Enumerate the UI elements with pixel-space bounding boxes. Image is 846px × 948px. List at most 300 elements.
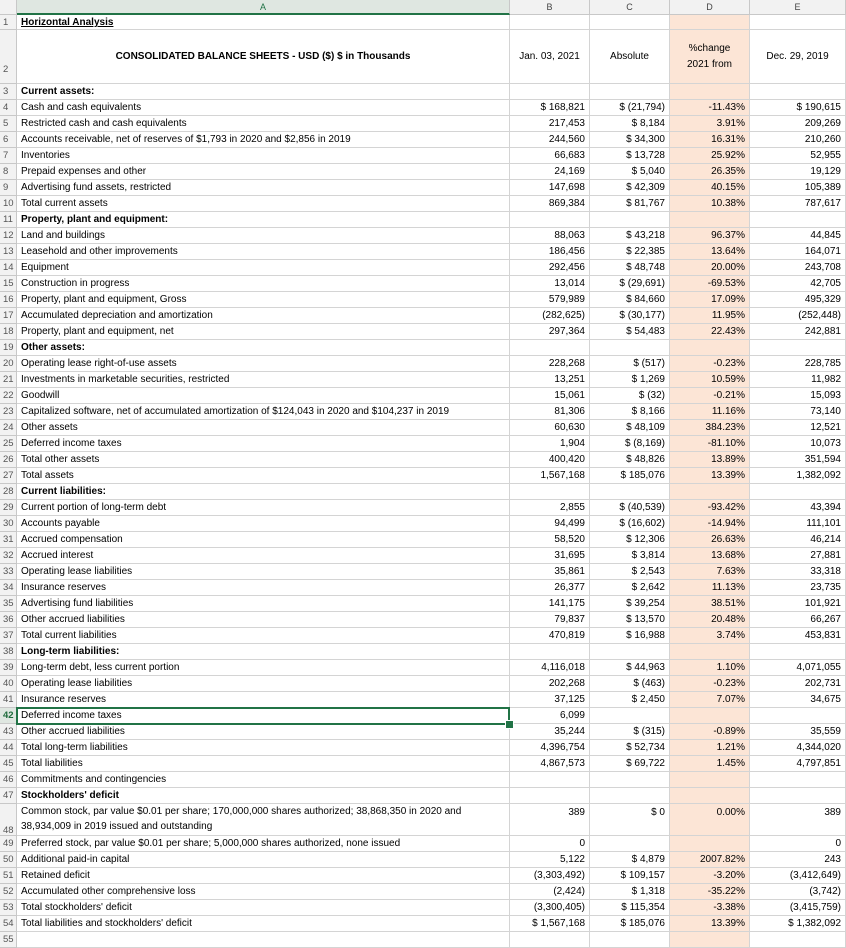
value-percent-change[interactable]: 11.13% bbox=[670, 580, 750, 596]
row-label[interactable]: Long-term debt, less current portion bbox=[17, 660, 510, 676]
value-absolute-change[interactable]: $ 48,109 bbox=[590, 420, 670, 436]
value-absolute-change[interactable]: $ 12,306 bbox=[590, 532, 670, 548]
row-number[interactable]: 29 bbox=[0, 500, 17, 516]
value-jan-2021[interactable]: 4,396,754 bbox=[510, 740, 590, 756]
value-dec-2019[interactable]: 10,073 bbox=[750, 436, 846, 452]
value-dec-2019[interactable]: 351,594 bbox=[750, 452, 846, 468]
value-absolute-change[interactable]: $ 13,570 bbox=[590, 612, 670, 628]
value-jan-2021[interactable]: 4,867,573 bbox=[510, 756, 590, 772]
value-dec-2019[interactable]: 4,797,851 bbox=[750, 756, 846, 772]
value-jan-2021[interactable]: (3,300,405) bbox=[510, 900, 590, 916]
row-number[interactable]: 19 bbox=[0, 340, 17, 356]
value-percent-change[interactable] bbox=[670, 84, 750, 100]
value-jan-2021[interactable]: 13,251 bbox=[510, 372, 590, 388]
value-dec-2019[interactable]: 35,559 bbox=[750, 724, 846, 740]
value-percent-change[interactable]: 13.89% bbox=[670, 452, 750, 468]
value-absolute-change[interactable]: $ 54,483 bbox=[590, 324, 670, 340]
value-percent-change[interactable]: -0.89% bbox=[670, 724, 750, 740]
value-dec-2019[interactable]: 210,260 bbox=[750, 132, 846, 148]
row-number[interactable]: 16 bbox=[0, 292, 17, 308]
value-dec-2019[interactable]: 164,071 bbox=[750, 244, 846, 260]
value-jan-2021[interactable]: $ 168,821 bbox=[510, 100, 590, 116]
value-percent-change[interactable] bbox=[670, 932, 750, 948]
row-label[interactable]: Operating lease right-of-use assets bbox=[17, 356, 510, 372]
value-dec-2019[interactable]: $ 1,382,092 bbox=[750, 916, 846, 932]
row-number[interactable]: 15 bbox=[0, 276, 17, 292]
value-absolute-change[interactable]: $ 2,450 bbox=[590, 692, 670, 708]
row-label[interactable]: Operating lease liabilities bbox=[17, 676, 510, 692]
row-number[interactable]: 8 bbox=[0, 164, 17, 180]
row-label[interactable]: Investments in marketable securities, restricted bbox=[17, 372, 510, 388]
value-dec-2019[interactable]: 73,140 bbox=[750, 404, 846, 420]
row-label[interactable]: Restricted cash and cash equivalents bbox=[17, 116, 510, 132]
value-absolute-change[interactable]: $ 39,254 bbox=[590, 596, 670, 612]
row-label[interactable]: Accumulated other comprehensive loss bbox=[17, 884, 510, 900]
value-dec-2019[interactable]: 42,705 bbox=[750, 276, 846, 292]
row-number[interactable]: 48 bbox=[0, 804, 17, 836]
value-absolute-change[interactable]: $ 2,543 bbox=[590, 564, 670, 580]
value-percent-change[interactable] bbox=[670, 788, 750, 804]
row-number[interactable]: 2 bbox=[0, 30, 17, 84]
value-jan-2021[interactable]: $ 1,567,168 bbox=[510, 916, 590, 932]
row-label[interactable]: Total long-term liabilities bbox=[17, 740, 510, 756]
row-number[interactable]: 31 bbox=[0, 532, 17, 548]
value-dec-2019[interactable]: 23,735 bbox=[750, 580, 846, 596]
row-number[interactable]: 36 bbox=[0, 612, 17, 628]
row-number[interactable]: 17 bbox=[0, 308, 17, 324]
row-number[interactable]: 20 bbox=[0, 356, 17, 372]
value-jan-2021[interactable]: 24,169 bbox=[510, 164, 590, 180]
row-label[interactable]: Other assets: bbox=[17, 340, 510, 356]
value-dec-2019[interactable]: 19,129 bbox=[750, 164, 846, 180]
value-percent-change[interactable]: -93.42% bbox=[670, 500, 750, 516]
row-label[interactable]: Accounts payable bbox=[17, 516, 510, 532]
row-label[interactable]: Current assets: bbox=[17, 84, 510, 100]
row-number[interactable]: 9 bbox=[0, 180, 17, 196]
row-number[interactable]: 53 bbox=[0, 900, 17, 916]
row-label[interactable]: Other assets bbox=[17, 420, 510, 436]
value-dec-2019[interactable]: 209,269 bbox=[750, 116, 846, 132]
value-dec-2019[interactable]: (3,415,759) bbox=[750, 900, 846, 916]
value-dec-2019[interactable]: 11,982 bbox=[750, 372, 846, 388]
value-jan-2021[interactable] bbox=[510, 788, 590, 804]
value-jan-2021[interactable]: 217,453 bbox=[510, 116, 590, 132]
value-dec-2019[interactable]: (3,412,649) bbox=[750, 868, 846, 884]
value-jan-2021[interactable] bbox=[510, 932, 590, 948]
row-number[interactable]: 5 bbox=[0, 116, 17, 132]
cell[interactable] bbox=[670, 15, 750, 30]
cell[interactable] bbox=[590, 15, 670, 30]
row-label[interactable]: Other accrued liabilities bbox=[17, 612, 510, 628]
value-percent-change[interactable]: 96.37% bbox=[670, 228, 750, 244]
value-percent-change[interactable] bbox=[670, 772, 750, 788]
value-jan-2021[interactable] bbox=[510, 340, 590, 356]
value-absolute-change[interactable]: $ 109,157 bbox=[590, 868, 670, 884]
row-number[interactable]: 28 bbox=[0, 484, 17, 500]
value-absolute-change[interactable] bbox=[590, 932, 670, 948]
value-jan-2021[interactable]: 5,122 bbox=[510, 852, 590, 868]
value-jan-2021[interactable]: 35,861 bbox=[510, 564, 590, 580]
value-absolute-change[interactable]: $ 22,385 bbox=[590, 244, 670, 260]
value-dec-2019[interactable]: 111,101 bbox=[750, 516, 846, 532]
value-dec-2019[interactable]: 52,955 bbox=[750, 148, 846, 164]
value-absolute-change[interactable]: $ 8,166 bbox=[590, 404, 670, 420]
value-dec-2019[interactable]: 1,382,092 bbox=[750, 468, 846, 484]
value-percent-change[interactable]: 7.07% bbox=[670, 692, 750, 708]
value-dec-2019[interactable]: 243 bbox=[750, 852, 846, 868]
value-percent-change[interactable]: 13.68% bbox=[670, 548, 750, 564]
value-absolute-change[interactable]: $ 13,728 bbox=[590, 148, 670, 164]
value-dec-2019[interactable]: 389 bbox=[750, 804, 846, 836]
row-number[interactable]: 32 bbox=[0, 548, 17, 564]
value-dec-2019[interactable]: 787,617 bbox=[750, 196, 846, 212]
value-percent-change[interactable]: -0.23% bbox=[670, 356, 750, 372]
row-label[interactable]: Retained deficit bbox=[17, 868, 510, 884]
value-absolute-change[interactable]: $ 44,963 bbox=[590, 660, 670, 676]
column-header-a[interactable]: A bbox=[17, 0, 510, 15]
value-dec-2019[interactable]: 33,318 bbox=[750, 564, 846, 580]
value-absolute-change[interactable]: $ 52,734 bbox=[590, 740, 670, 756]
row-number[interactable]: 24 bbox=[0, 420, 17, 436]
row-label[interactable]: Stockholders' deficit bbox=[17, 788, 510, 804]
row-number[interactable]: 38 bbox=[0, 644, 17, 660]
value-percent-change[interactable]: 17.09% bbox=[670, 292, 750, 308]
row-number[interactable]: 7 bbox=[0, 148, 17, 164]
value-absolute-change[interactable] bbox=[590, 708, 670, 724]
value-jan-2021[interactable]: 400,420 bbox=[510, 452, 590, 468]
value-dec-2019[interactable] bbox=[750, 340, 846, 356]
row-number[interactable]: 18 bbox=[0, 324, 17, 340]
value-percent-change[interactable]: 11.16% bbox=[670, 404, 750, 420]
value-dec-2019[interactable]: 66,267 bbox=[750, 612, 846, 628]
value-percent-change[interactable]: 10.59% bbox=[670, 372, 750, 388]
row-label[interactable]: Total liabilities and stockholders' deficit bbox=[17, 916, 510, 932]
row-label[interactable]: Accrued compensation bbox=[17, 532, 510, 548]
value-dec-2019[interactable]: 453,831 bbox=[750, 628, 846, 644]
value-dec-2019[interactable] bbox=[750, 84, 846, 100]
value-jan-2021[interactable]: 58,520 bbox=[510, 532, 590, 548]
row-number[interactable]: 34 bbox=[0, 580, 17, 596]
row-label[interactable]: Total current liabilities bbox=[17, 628, 510, 644]
row-number[interactable]: 26 bbox=[0, 452, 17, 468]
row-number[interactable]: 33 bbox=[0, 564, 17, 580]
value-absolute-change[interactable]: $ 115,354 bbox=[590, 900, 670, 916]
value-jan-2021[interactable]: 4,116,018 bbox=[510, 660, 590, 676]
value-percent-change[interactable]: 3.74% bbox=[670, 628, 750, 644]
value-absolute-change[interactable]: $ 1,269 bbox=[590, 372, 670, 388]
value-percent-change[interactable]: -0.21% bbox=[670, 388, 750, 404]
value-dec-2019[interactable] bbox=[750, 772, 846, 788]
value-dec-2019[interactable]: (252,448) bbox=[750, 308, 846, 324]
value-percent-change[interactable]: -35.22% bbox=[670, 884, 750, 900]
row-label[interactable]: Total other assets bbox=[17, 452, 510, 468]
row-label[interactable]: Property, plant and equipment, Gross bbox=[17, 292, 510, 308]
value-absolute-change[interactable]: $ 69,722 bbox=[590, 756, 670, 772]
value-dec-2019[interactable]: 27,881 bbox=[750, 548, 846, 564]
value-absolute-change[interactable]: $ (30,177) bbox=[590, 308, 670, 324]
row-number[interactable]: 22 bbox=[0, 388, 17, 404]
value-absolute-change[interactable]: $ 1,318 bbox=[590, 884, 670, 900]
value-jan-2021[interactable]: (2,424) bbox=[510, 884, 590, 900]
value-absolute-change[interactable]: $ 48,826 bbox=[590, 452, 670, 468]
row-number[interactable]: 41 bbox=[0, 692, 17, 708]
value-jan-2021[interactable]: 389 bbox=[510, 804, 590, 836]
value-percent-change[interactable]: -14.94% bbox=[670, 516, 750, 532]
row-label[interactable]: Property, plant and equipment: bbox=[17, 212, 510, 228]
row-label[interactable]: Deferred income taxes bbox=[17, 436, 510, 452]
row-number[interactable]: 6 bbox=[0, 132, 17, 148]
value-absolute-change[interactable]: $ (21,794) bbox=[590, 100, 670, 116]
row-label[interactable]: Inventories bbox=[17, 148, 510, 164]
value-jan-2021[interactable]: 147,698 bbox=[510, 180, 590, 196]
value-dec-2019[interactable] bbox=[750, 484, 846, 500]
value-percent-change[interactable]: 13.39% bbox=[670, 916, 750, 932]
value-percent-change[interactable] bbox=[670, 340, 750, 356]
row-label[interactable] bbox=[17, 932, 510, 948]
cell[interactable] bbox=[750, 15, 846, 30]
value-dec-2019[interactable]: 46,214 bbox=[750, 532, 846, 548]
value-absolute-change[interactable]: $ 81,767 bbox=[590, 196, 670, 212]
column-title-d[interactable] bbox=[670, 30, 750, 84]
value-jan-2021[interactable]: 579,989 bbox=[510, 292, 590, 308]
value-percent-change[interactable]: 13.64% bbox=[670, 244, 750, 260]
row-number[interactable]: 40 bbox=[0, 676, 17, 692]
sheet-title[interactable]: Horizontal Analysis bbox=[17, 15, 510, 30]
row-label[interactable]: Leasehold and other improvements bbox=[17, 244, 510, 260]
value-absolute-change[interactable]: $ 8,184 bbox=[590, 116, 670, 132]
row-label[interactable]: Total assets bbox=[17, 468, 510, 484]
row-label[interactable]: Insurance reserves bbox=[17, 692, 510, 708]
value-absolute-change[interactable]: $ 48,748 bbox=[590, 260, 670, 276]
row-number[interactable]: 27 bbox=[0, 468, 17, 484]
value-absolute-change[interactable]: $ (32) bbox=[590, 388, 670, 404]
column-title-a[interactable]: CONSOLIDATED BALANCE SHEETS - USD ($) $ in Thousands bbox=[17, 30, 510, 84]
value-percent-change[interactable]: 40.15% bbox=[670, 180, 750, 196]
row-label[interactable]: Common stock, par value $0.01 per share; 170,000,000 shares authorized; 38,868,350 in 2020 and 38,934,009 in 2019 issued and outstanding bbox=[17, 804, 510, 836]
fill-handle[interactable] bbox=[505, 720, 514, 729]
value-jan-2021[interactable]: 6,099 bbox=[510, 708, 590, 724]
value-absolute-change[interactable] bbox=[590, 788, 670, 804]
value-percent-change[interactable]: 1.10% bbox=[670, 660, 750, 676]
row-number[interactable]: 51 bbox=[0, 868, 17, 884]
value-jan-2021[interactable]: 141,175 bbox=[510, 596, 590, 612]
value-absolute-change[interactable]: $ 185,076 bbox=[590, 468, 670, 484]
row-label[interactable]: Current portion of long-term debt bbox=[17, 500, 510, 516]
row-number[interactable]: 12 bbox=[0, 228, 17, 244]
row-label[interactable]: Additional paid-in capital bbox=[17, 852, 510, 868]
row-label[interactable]: Goodwill bbox=[17, 388, 510, 404]
row-number[interactable]: 44 bbox=[0, 740, 17, 756]
row-label[interactable]: Insurance reserves bbox=[17, 580, 510, 596]
value-percent-change[interactable]: 384.23% bbox=[670, 420, 750, 436]
value-dec-2019[interactable] bbox=[750, 212, 846, 228]
cell[interactable] bbox=[510, 15, 590, 30]
value-absolute-change[interactable]: $ 185,076 bbox=[590, 916, 670, 932]
value-percent-change[interactable]: 20.48% bbox=[670, 612, 750, 628]
row-number[interactable]: 1 bbox=[0, 15, 17, 30]
value-percent-change[interactable]: -3.20% bbox=[670, 868, 750, 884]
value-percent-change[interactable]: -11.43% bbox=[670, 100, 750, 116]
value-jan-2021[interactable]: 297,364 bbox=[510, 324, 590, 340]
value-jan-2021[interactable]: 0 bbox=[510, 836, 590, 852]
value-percent-change[interactable]: 2007.82% bbox=[670, 852, 750, 868]
value-jan-2021[interactable]: 1,904 bbox=[510, 436, 590, 452]
value-absolute-change[interactable] bbox=[590, 484, 670, 500]
row-label[interactable]: Equipment bbox=[17, 260, 510, 276]
value-percent-change[interactable]: -0.23% bbox=[670, 676, 750, 692]
row-number[interactable]: 49 bbox=[0, 836, 17, 852]
value-percent-change[interactable]: 1.21% bbox=[670, 740, 750, 756]
column-title-c[interactable]: Absolute bbox=[590, 30, 670, 84]
value-jan-2021[interactable]: 88,063 bbox=[510, 228, 590, 244]
row-label[interactable]: Cash and cash equivalents bbox=[17, 100, 510, 116]
row-number[interactable]: 42 bbox=[0, 708, 17, 724]
value-percent-change[interactable]: 1.45% bbox=[670, 756, 750, 772]
value-jan-2021[interactable] bbox=[510, 772, 590, 788]
value-jan-2021[interactable]: 35,244 bbox=[510, 724, 590, 740]
value-jan-2021[interactable] bbox=[510, 212, 590, 228]
row-label[interactable]: Current liabilities: bbox=[17, 484, 510, 500]
row-label[interactable]: Commitments and contingencies bbox=[17, 772, 510, 788]
row-number[interactable]: 45 bbox=[0, 756, 17, 772]
value-dec-2019[interactable]: 101,921 bbox=[750, 596, 846, 612]
value-percent-change[interactable]: 0.00% bbox=[670, 804, 750, 836]
row-label[interactable]: Accumulated depreciation and amortization bbox=[17, 308, 510, 324]
row-number[interactable]: 50 bbox=[0, 852, 17, 868]
row-number[interactable]: 35 bbox=[0, 596, 17, 612]
value-percent-change[interactable]: 38.51% bbox=[670, 596, 750, 612]
value-dec-2019[interactable]: 243,708 bbox=[750, 260, 846, 276]
value-jan-2021[interactable] bbox=[510, 644, 590, 660]
value-jan-2021[interactable]: 79,837 bbox=[510, 612, 590, 628]
value-jan-2021[interactable]: 60,630 bbox=[510, 420, 590, 436]
value-percent-change[interactable]: 26.35% bbox=[670, 164, 750, 180]
value-absolute-change[interactable] bbox=[590, 836, 670, 852]
value-percent-change[interactable] bbox=[670, 644, 750, 660]
value-percent-change[interactable]: 7.63% bbox=[670, 564, 750, 580]
value-percent-change[interactable] bbox=[670, 708, 750, 724]
row-number[interactable]: 13 bbox=[0, 244, 17, 260]
row-number[interactable]: 54 bbox=[0, 916, 17, 932]
column-title-e[interactable]: Dec. 29, 2019 bbox=[750, 30, 846, 84]
row-label[interactable]: Preferred stock, par value $0.01 per share; 5,000,000 shares authorized, none issued bbox=[17, 836, 510, 852]
value-dec-2019[interactable]: 34,675 bbox=[750, 692, 846, 708]
row-number[interactable]: 52 bbox=[0, 884, 17, 900]
row-number[interactable]: 4 bbox=[0, 100, 17, 116]
value-absolute-change[interactable] bbox=[590, 340, 670, 356]
value-dec-2019[interactable]: 242,881 bbox=[750, 324, 846, 340]
value-percent-change[interactable]: 20.00% bbox=[670, 260, 750, 276]
value-jan-2021[interactable]: 186,456 bbox=[510, 244, 590, 260]
value-dec-2019[interactable] bbox=[750, 932, 846, 948]
value-percent-change[interactable]: 26.63% bbox=[670, 532, 750, 548]
value-absolute-change[interactable]: $ 34,300 bbox=[590, 132, 670, 148]
value-jan-2021[interactable]: 15,061 bbox=[510, 388, 590, 404]
value-jan-2021[interactable]: 31,695 bbox=[510, 548, 590, 564]
value-jan-2021[interactable]: 869,384 bbox=[510, 196, 590, 212]
value-jan-2021[interactable]: 244,560 bbox=[510, 132, 590, 148]
value-dec-2019[interactable]: 44,845 bbox=[750, 228, 846, 244]
row-label[interactable]: Accounts receivable, net of reserves of $1,793 in 2020 and $2,856 in 2019 bbox=[17, 132, 510, 148]
value-absolute-change[interactable]: $ (463) bbox=[590, 676, 670, 692]
row-number[interactable]: 30 bbox=[0, 516, 17, 532]
row-label[interactable]: Capitalized software, net of accumulated amortization of $124,043 in 2020 and $104,237 in 2019 bbox=[17, 404, 510, 420]
value-dec-2019[interactable] bbox=[750, 644, 846, 660]
row-label[interactable]: Land and buildings bbox=[17, 228, 510, 244]
value-dec-2019[interactable]: 0 bbox=[750, 836, 846, 852]
row-label[interactable]: Advertising fund assets, restricted bbox=[17, 180, 510, 196]
row-number[interactable]: 14 bbox=[0, 260, 17, 276]
row-number[interactable]: 37 bbox=[0, 628, 17, 644]
value-absolute-change[interactable]: $ (8,169) bbox=[590, 436, 670, 452]
value-absolute-change[interactable]: $ 42,309 bbox=[590, 180, 670, 196]
row-label[interactable]: Property, plant and equipment, net bbox=[17, 324, 510, 340]
value-percent-change[interactable]: -81.10% bbox=[670, 436, 750, 452]
value-percent-change[interactable]: 13.39% bbox=[670, 468, 750, 484]
value-percent-change[interactable]: 10.38% bbox=[670, 196, 750, 212]
value-jan-2021[interactable] bbox=[510, 84, 590, 100]
value-percent-change[interactable]: -3.38% bbox=[670, 900, 750, 916]
row-label[interactable]: Prepaid expenses and other bbox=[17, 164, 510, 180]
row-label[interactable]: Total stockholders' deficit bbox=[17, 900, 510, 916]
row-number[interactable]: 43 bbox=[0, 724, 17, 740]
row-label[interactable]: Other accrued liabilities bbox=[17, 724, 510, 740]
row-number[interactable]: 21 bbox=[0, 372, 17, 388]
value-dec-2019[interactable]: 43,394 bbox=[750, 500, 846, 516]
row-label[interactable]: Total liabilities bbox=[17, 756, 510, 772]
value-absolute-change[interactable]: $ 0 bbox=[590, 804, 670, 836]
value-absolute-change[interactable]: $ (40,539) bbox=[590, 500, 670, 516]
row-number[interactable]: 3 bbox=[0, 84, 17, 100]
value-percent-change[interactable]: 25.92% bbox=[670, 148, 750, 164]
value-dec-2019[interactable]: 202,731 bbox=[750, 676, 846, 692]
column-header-b[interactable]: B bbox=[510, 0, 590, 15]
value-percent-change[interactable] bbox=[670, 836, 750, 852]
value-dec-2019[interactable]: 495,329 bbox=[750, 292, 846, 308]
value-absolute-change[interactable] bbox=[590, 212, 670, 228]
value-dec-2019[interactable]: (3,742) bbox=[750, 884, 846, 900]
value-jan-2021[interactable]: 13,014 bbox=[510, 276, 590, 292]
row-number[interactable]: 55 bbox=[0, 932, 17, 948]
column-title-b[interactable]: Jan. 03, 2021 bbox=[510, 30, 590, 84]
value-jan-2021[interactable]: 1,567,168 bbox=[510, 468, 590, 484]
value-dec-2019[interactable]: 4,344,020 bbox=[750, 740, 846, 756]
row-number[interactable]: 39 bbox=[0, 660, 17, 676]
column-header-c[interactable]: C bbox=[590, 0, 670, 15]
row-number[interactable]: 46 bbox=[0, 772, 17, 788]
row-number[interactable]: 10 bbox=[0, 196, 17, 212]
value-absolute-change[interactable]: $ 5,040 bbox=[590, 164, 670, 180]
row-label[interactable]: Accrued interest bbox=[17, 548, 510, 564]
value-absolute-change[interactable]: $ (315) bbox=[590, 724, 670, 740]
row-label[interactable]: Advertising fund liabilities bbox=[17, 596, 510, 612]
value-dec-2019[interactable]: 4,071,055 bbox=[750, 660, 846, 676]
value-absolute-change[interactable]: $ 43,218 bbox=[590, 228, 670, 244]
value-dec-2019[interactable]: 228,785 bbox=[750, 356, 846, 372]
value-jan-2021[interactable]: 470,819 bbox=[510, 628, 590, 644]
row-number[interactable]: 11 bbox=[0, 212, 17, 228]
row-number[interactable]: 47 bbox=[0, 788, 17, 804]
value-jan-2021[interactable]: 292,456 bbox=[510, 260, 590, 276]
select-all-corner[interactable] bbox=[0, 0, 17, 15]
value-absolute-change[interactable] bbox=[590, 644, 670, 660]
value-jan-2021[interactable]: (282,625) bbox=[510, 308, 590, 324]
value-percent-change[interactable] bbox=[670, 212, 750, 228]
value-absolute-change[interactable]: $ 16,988 bbox=[590, 628, 670, 644]
value-jan-2021[interactable]: 94,499 bbox=[510, 516, 590, 532]
value-dec-2019[interactable]: 15,093 bbox=[750, 388, 846, 404]
row-label[interactable]: Operating lease liabilities bbox=[17, 564, 510, 580]
